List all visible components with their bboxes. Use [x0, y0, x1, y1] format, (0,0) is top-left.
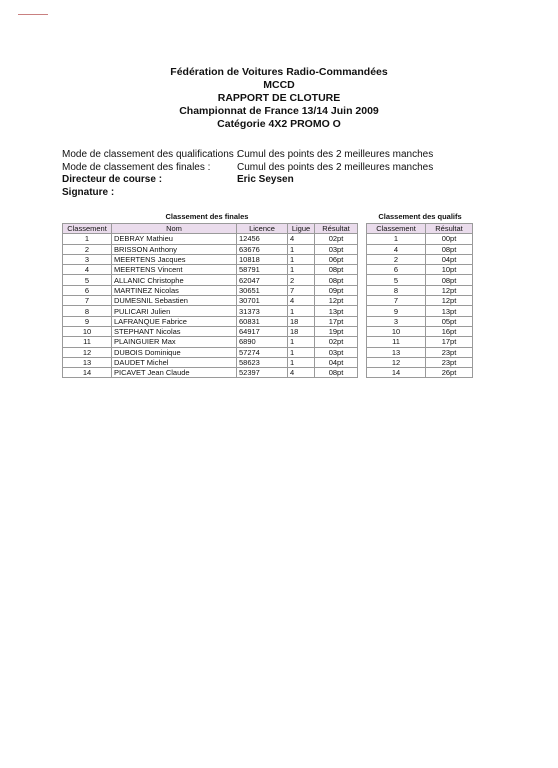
finals-cell: DUMESNIL Sebastien — [112, 296, 237, 306]
directeur-label: Directeur de course : — [62, 174, 163, 185]
finals-cell: 04pt — [315, 357, 358, 367]
finals-row — [63, 275, 358, 285]
info-row-signature — [62, 187, 433, 200]
qualifs-cell: 14 — [367, 368, 426, 378]
finals-cell: 09pt — [315, 285, 358, 295]
qualifs-row — [367, 347, 473, 357]
qualifs-row — [367, 306, 473, 316]
finals-cell: 12456 — [237, 234, 288, 244]
finals-col-resultat: Résultat — [315, 224, 358, 234]
qualifs-cell: 12pt — [426, 285, 473, 295]
finals-cell: 2 — [63, 244, 112, 254]
finals-cell: 30701 — [237, 296, 288, 306]
qualifs-cell: 7 — [367, 296, 426, 306]
finals-row — [63, 347, 358, 357]
championship-title: Championnat de France 13/14 Juin 2009 — [179, 105, 379, 117]
finals-cell: 10 — [63, 326, 112, 336]
finals-cell: 3 — [63, 254, 112, 264]
finals-table-title: Classement des finales — [165, 212, 249, 221]
qualifs-cell: 00pt — [426, 234, 473, 244]
finals-cell: 1 — [288, 244, 315, 254]
finals-row — [63, 234, 358, 244]
federation-title: Fédération de Voitures Radio-Commandées — [170, 66, 388, 78]
directeur-value: Eric Seysen — [237, 174, 294, 185]
finals-cell: 57274 — [237, 347, 288, 357]
finals-cell: STEPHANT Nicolas — [112, 326, 237, 336]
qualifs-cell: 10 — [367, 326, 426, 336]
finals-cell: 6890 — [237, 337, 288, 347]
qualifs-cell: 08pt — [426, 275, 473, 285]
finals-cell: 30651 — [237, 285, 288, 295]
finals-cell: 60831 — [237, 316, 288, 326]
qualifs-row — [367, 368, 473, 378]
finals-cell: 08pt — [315, 368, 358, 378]
finals-cell: MARTINEZ Nicolas — [112, 285, 237, 295]
qualifs-row — [367, 357, 473, 367]
qualifs-cell: 23pt — [426, 357, 473, 367]
finals-cell: PULICARI Julien — [112, 306, 237, 316]
race-info — [62, 149, 433, 199]
finales-mode-label: Mode de classement des finales : — [62, 161, 211, 173]
finals-cell: DAUDET Michel — [112, 357, 237, 367]
signature-label: Signature : — [62, 186, 115, 198]
qualifs-cell: 17pt — [426, 337, 473, 347]
qualifs-cell: 11 — [367, 337, 426, 347]
finals-cell: 1 — [288, 306, 315, 316]
info-row-qualif — [62, 149, 433, 162]
finals-cell: 2 — [288, 275, 315, 285]
report-title: RAPPORT DE CLOTURE — [217, 92, 341, 104]
finals-cell: 08pt — [315, 275, 358, 285]
finals-cell: 64917 — [237, 326, 288, 336]
finals-cell: PICAVET Jean Claude — [112, 368, 237, 378]
finals-row — [63, 285, 358, 295]
finals-col-ligue: Ligue — [288, 224, 315, 234]
finals-cell: 19pt — [315, 326, 358, 336]
qualifs-cell: 1 — [367, 234, 426, 244]
finals-table — [62, 223, 358, 378]
finals-cell: 1 — [288, 357, 315, 367]
finals-cell: 31373 — [237, 306, 288, 316]
finals-cell: 06pt — [315, 254, 358, 264]
finals-cell: 7 — [63, 296, 112, 306]
finals-row — [63, 316, 358, 326]
qualifs-cell: 6 — [367, 265, 426, 275]
info-row-directeur — [62, 174, 433, 187]
qualifs-cell: 2 — [367, 254, 426, 264]
finals-row — [63, 254, 358, 264]
finals-cell: 08pt — [315, 265, 358, 275]
finals-cell: 03pt — [315, 244, 358, 254]
finals-col-licence: Licence — [237, 224, 288, 234]
qualifs-col-classement: Classement — [367, 224, 426, 234]
finals-cell: 12pt — [315, 296, 358, 306]
finals-cell: 1 — [288, 347, 315, 357]
category-title: Catégorie 4X2 PROMO O — [217, 118, 341, 130]
finals-cell: MEERTENS Vincent — [112, 265, 237, 275]
finals-row — [63, 306, 358, 316]
finals-cell: ALLANIC Christophe — [112, 275, 237, 285]
qualifs-cell: 13 — [367, 347, 426, 357]
finals-header-row — [63, 224, 358, 234]
finals-cell: 6 — [63, 285, 112, 295]
qualifs-cell: 10pt — [426, 265, 473, 275]
qualifs-cell: 04pt — [426, 254, 473, 264]
finals-row — [63, 296, 358, 306]
qualifs-row — [367, 234, 473, 244]
document-header — [0, 66, 558, 131]
qualifs-cell: 23pt — [426, 347, 473, 357]
finals-cell: 63676 — [237, 244, 288, 254]
scan-mark — [18, 14, 48, 15]
qualifs-cell: 9 — [367, 306, 426, 316]
finals-row — [63, 337, 358, 347]
qualifs-row — [367, 337, 473, 347]
qualifs-cell: 16pt — [426, 326, 473, 336]
qualifs-cell: 13pt — [426, 306, 473, 316]
finals-cell: LAFRANQUE Fabrice — [112, 316, 237, 326]
finals-cell: DUBOIS Dominique — [112, 347, 237, 357]
finals-cell: 1 — [288, 337, 315, 347]
finals-cell: 7 — [288, 285, 315, 295]
info-row-finales — [62, 162, 433, 175]
qualifs-row — [367, 316, 473, 326]
finals-cell: 18 — [288, 316, 315, 326]
finals-col-nom: Nom — [112, 224, 237, 234]
finals-cell: 52397 — [237, 368, 288, 378]
finals-cell: 1 — [63, 234, 112, 244]
finals-cell: 02pt — [315, 234, 358, 244]
finals-cell: 4 — [288, 368, 315, 378]
finals-cell: 13pt — [315, 306, 358, 316]
qualifs-row — [367, 285, 473, 295]
finals-cell: 4 — [288, 234, 315, 244]
qualif-mode-label: Mode de classement des qualifications : — [62, 149, 240, 160]
qualifs-row — [367, 296, 473, 306]
qualifs-row — [367, 275, 473, 285]
qualifs-row — [367, 254, 473, 264]
finals-cell: 10818 — [237, 254, 288, 264]
finales-mode-value: Cumul des points des 2 meilleures manches — [237, 161, 434, 173]
qualifs-row — [367, 265, 473, 275]
qualifs-cell: 05pt — [426, 316, 473, 326]
finals-cell: 5 — [63, 275, 112, 285]
qualifs-cell: 08pt — [426, 244, 473, 254]
finals-cell: 18 — [288, 326, 315, 336]
finals-row — [63, 357, 358, 367]
qualifs-row — [367, 326, 473, 336]
finals-cell: 17pt — [315, 316, 358, 326]
finals-cell: BRISSON Anthony — [112, 244, 237, 254]
finals-cell: 1 — [288, 265, 315, 275]
club-name: MCCD — [263, 79, 295, 91]
finals-cell: DEBRAY Mathieu — [112, 234, 237, 244]
qualifs-table-title: Classement des qualifs — [378, 212, 462, 221]
finals-cell: 62047 — [237, 275, 288, 285]
finals-cell: 13 — [63, 357, 112, 367]
finals-cell: 8 — [63, 306, 112, 316]
qualifs-cell: 5 — [367, 275, 426, 285]
finals-cell: 02pt — [315, 337, 358, 347]
finals-row — [63, 244, 358, 254]
qualifs-cell: 26pt — [426, 368, 473, 378]
finals-cell: 4 — [63, 265, 112, 275]
finals-cell: 9 — [63, 316, 112, 326]
finals-row — [63, 326, 358, 336]
qualifs-header-row — [367, 224, 473, 234]
qualifs-body — [367, 234, 473, 378]
finals-cell: 14 — [63, 368, 112, 378]
finals-cell: 12 — [63, 347, 112, 357]
finals-row — [63, 265, 358, 275]
finals-cell: 03pt — [315, 347, 358, 357]
qualifs-table — [366, 223, 473, 378]
qualifs-cell: 12 — [367, 357, 426, 367]
finals-cell: 1 — [288, 254, 315, 264]
qualif-mode-value: Cumul des points des 2 meilleures manches — [237, 149, 434, 160]
finals-cell: PLAINGUIER Max — [112, 337, 237, 347]
finals-row — [63, 368, 358, 378]
qualifs-cell: 12pt — [426, 296, 473, 306]
qualifs-cell: 4 — [367, 244, 426, 254]
finals-cell: MEERTENS Jacques — [112, 254, 237, 264]
qualifs-row — [367, 244, 473, 254]
finals-col-classement: Classement — [63, 224, 112, 234]
qualifs-cell: 3 — [367, 316, 426, 326]
finals-cell: 58791 — [237, 265, 288, 275]
finals-cell: 58623 — [237, 357, 288, 367]
qualifs-col-resultat: Résultat — [426, 224, 473, 234]
qualifs-cell: 8 — [367, 285, 426, 295]
finals-body — [63, 234, 358, 378]
finals-cell: 4 — [288, 296, 315, 306]
finals-cell: 11 — [63, 337, 112, 347]
